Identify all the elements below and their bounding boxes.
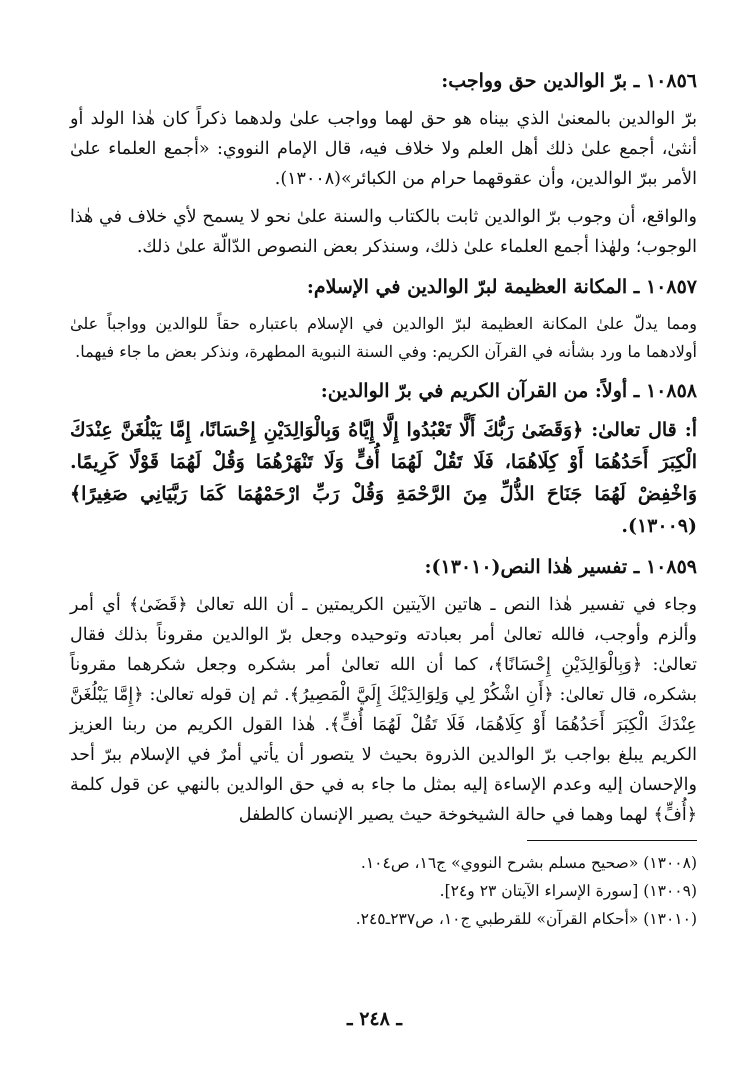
paragraph: برّ الوالدين بالمعنىٰ الذي بيناه هو حق لهما وواجب علىٰ ولدهما ذكراً كان هٰذا الولد أو أنثىٰ، أجمع علىٰ ذلك أهل العلم ولا خلاف فيه، قال الإمام النووي: «أجمع العلماء علىٰ الأمر ببرّ الوالدين، وأن عقوقهما حرام من الكبائر»(١٣٠٠٨). xyxy=(70,109,697,189)
section-heading: ١٠٨٥٨ ـ أولاً: من القرآن الكريم في برّ الوالدين: xyxy=(320,380,697,402)
page-number: ـ ٢٤٨ ـ xyxy=(347,1008,402,1030)
paragraph: وجاء في تفسير هٰذا النص ـ هاتين الآيتين الكريمتين ـ أن الله تعالىٰ ﴿قَضَىٰ﴾ أي أمر وألزم وأوجب، فالله تعالىٰ أمر بعبادته وتوحيده وجعل برّ الوالدين مقروناً بذلك فقال تعالىٰ: ﴿وَبِالْوَالِدَيْنِ إِحْسَانًا﴾، كما أن الله تعالىٰ أمر بشكره وجعل شكرهما مقروناً بشكره، قال تعالىٰ: ﴿أَنِ اشْكُرْ لِي وَلِوَالِدَيْكَ إِلَيَّ الْمَصِيرُ﴾. ثم إن قوله تعالىٰ: ﴿إِمَّا يَبْلُغَنَّ عِنْدَكَ الْكِبَرَ أَحَدُهُمَا أَوْ كِلَاهُمَا، فَلَا تَقُلْ لَهُمَا أُفٍّ﴾. هٰذا القول الكريم من ربنا العزيز الكريم يبلغ بواجب برّ الوالدين الذروة بحيث لا يتصور أن يأتي أمرٌ في الإسلام ببرّ أحد والإحسان إليه وعدم الإساءة إليه بمثل ما جاء به في حق الوالدين بالنهي عن قول كلمة ﴿أُفٍّ﴾ لهما وهما في حالة الشيخوخة حيث يصير الإنسان كالطفل xyxy=(70,595,697,825)
section-status-in-islam xyxy=(70,270,697,366)
footnote: (١٣٠٠٨) «صحيح مسلم بشرح النووي» ج١٦، ص١٠٤. xyxy=(360,854,697,872)
section-heading: ١٠٨٥٧ ـ المكانة العظيمة لبرّ الوالدين في الإسلام: xyxy=(306,276,697,298)
footnote-divider xyxy=(527,840,697,841)
section-heading: ١٠٨٥٦ ـ برّ الوالدين حق وواجب: xyxy=(441,70,697,92)
paragraph: ومما يدلّ علىٰ المكانة العظيمة لبرّ الوالدين في الإسلام باعتباره حقاً للوالدين وواجباً علىٰ أولادهما ما ورد بشأنه في القرآن الكريم: وفي السنة النبوية المطهرة، ونذكر بعض ما جاء فيهما. xyxy=(70,314,697,361)
paragraph: والواقع، أن وجوب برّ الوالدين ثابت بالكتاب والسنة علىٰ نحو لا يسمح لأي خلاف في هٰذا الوجوب؛ ولهٰذا أجمع العلماء علىٰ ذلك، وسنذكر بعض النصوص الدّالّة علىٰ ذلك. xyxy=(70,207,697,257)
section-heading: ١٠٨٥٩ ـ تفسير هٰذا النص(١٣٠١٠): xyxy=(424,556,697,578)
section-tafsir xyxy=(70,550,697,830)
footnote: (١٣٠١٠) «أحكام القرآن» للقرطبي ج١٠، ص٢٣٧ـ٢٤٥. xyxy=(355,910,697,928)
quran-verse-paragraph: أ: قال تعالىٰ: ﴿وَقَضَىٰ رَبُّكَ أَلَّا تَعْبُدُوا إِلَّا إِيَّاهُ وَبِالْوَالِدَيْنِ إِحْسَانًا، إِمَّا يَبْلُغَنَّ عِنْدَكَ الْكِبَرَ أَحَدُهُمَا أَوْ كِلَاهُمَا، فَلَا تَقُلْ لَهُمَا أُفٍّ وَلَا تَنْهَرْهُمَا وَقُلْ لَهُمَا قَوْلًا كَرِيمًا. وَاخْفِضْ لَهُمَا جَنَاحَ الذُّلِّ مِنَ الرَّحْمَةِ وَقُلْ رَبِّ ارْحَمْهُمَا كَمَا رَبَّيَانِي صَغِيرًا﴾(١٣٠٠٩). xyxy=(70,419,697,537)
section-birr-right xyxy=(70,64,697,262)
section-quran xyxy=(70,374,697,542)
footnote: (١٣٠٠٩) [سورة الإسراء الآيتان ٢٣ و٢٤]. xyxy=(439,882,697,900)
footnotes xyxy=(70,849,697,933)
